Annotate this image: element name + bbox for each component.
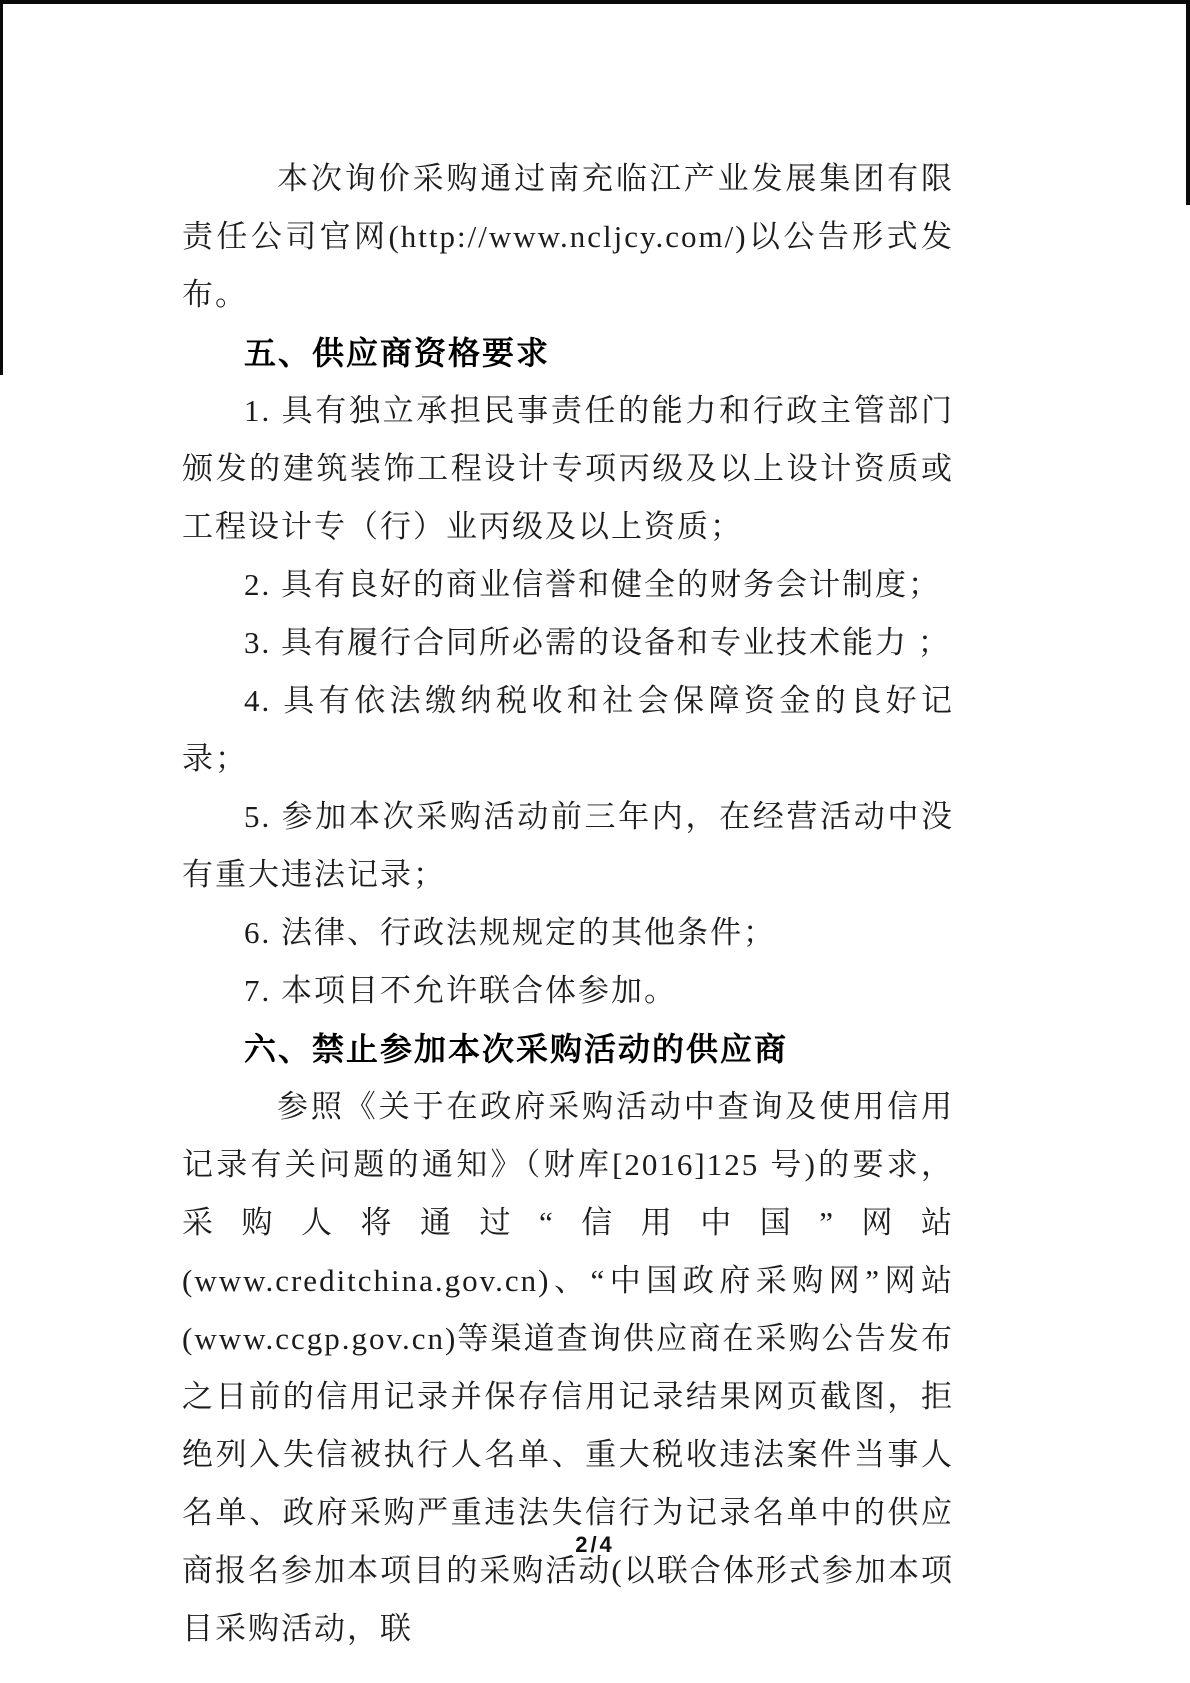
document-paragraph: 6. 法律、行政法规规定的其他条件； <box>244 915 776 950</box>
scan-edge-left <box>0 0 3 375</box>
scan-edge-right <box>1186 0 1190 205</box>
page-footer <box>0 1532 1190 1558</box>
document-body <box>182 150 954 1658</box>
document-paragraph: 7. 本项目不允许联合体参加。 <box>244 973 677 1008</box>
document-paragraph: 参照《关于在政府采购活动中查询及使用信用记录有关问题的通知》（财库[2016]125 号)的要求，采购人将通过“信用中国”网站(www.creditchina.gov.cn)、“中国政府采购网”网站(www.ccgp.gov.cn)等渠道查询供应商在采购公告发布之日前的信用记录并保存信用记录结果网页截图，拒绝列入失信被执行人名单、重大税收违法案件当事人名单、政府采购严重违法失信行为记录名单中的供应商报名参加本项目的采购活动(以联合体形式参加本项目采购活动，联 <box>182 1089 954 1646</box>
section-heading: 五、供应商资格要求 <box>244 335 551 371</box>
scan-edge-top <box>0 0 1190 4</box>
section-heading: 六、禁止参加本次采购活动的供应商 <box>244 1031 789 1067</box>
document-paragraph: 5. 参加本次采购活动前三年内，在经营活动中没有重大违法记录； <box>182 799 954 892</box>
document-paragraph: 1. 具有独立承担民事责任的能力和行政主管部门颁发的建筑装饰工程设计专项丙级及以上设计资质或工程设计专（行）业丙级及以上资质； <box>182 393 954 544</box>
document-paragraph: 本次询价采购通过南充临江产业发展集团有限责任公司官网(http://www.ncljcy.com/)以公告形式发布。 <box>182 161 954 312</box>
document-paragraph: 3. 具有履行合同所必需的设备和专业技术能力 ； <box>244 625 951 660</box>
document-paragraph: 2. 具有良好的商业信誉和健全的财务会计制度； <box>244 567 941 602</box>
document-paragraph: 4. 具有依法缴纳税收和社会保障资金的良好记录； <box>182 683 954 776</box>
page-number: 2/4 <box>575 1532 615 1557</box>
